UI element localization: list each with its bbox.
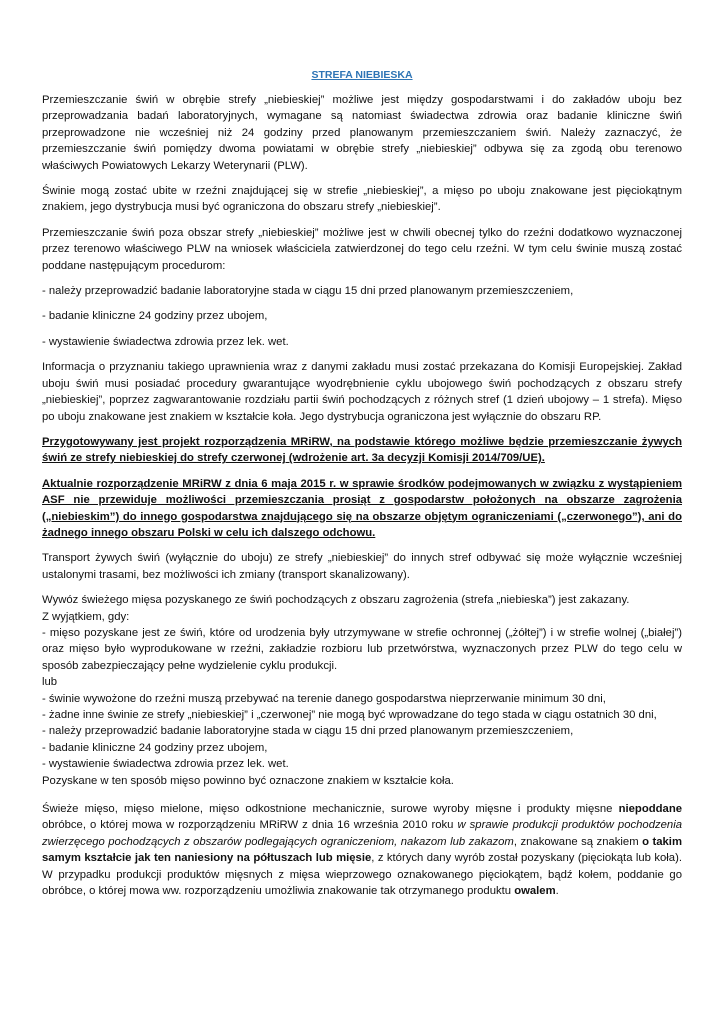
paragraph-3: Przemieszczanie świń poza obszar strefy „niebieskiej” możliwe jest w chwili obecnej tylko do rzeźni dodatkowo wyznaczonej przez terenowo właściwego PLW na wniosek właściciela zatwierdzonej do tego celu rzeźni. W tym celu świnie muszą zostać poddane następującym procedurom: — [42, 226, 682, 272]
paragraph-8-line: - wystawienie świadectwa zdrowia przez lek. wet. — [42, 758, 289, 771]
paragraph-1: Przemieszczanie świń w obrębie strefy „niebieskiej” możliwe jest między gospodarstwami i do zakładów uboju bez przeprowadzania badań laboratoryjnych, wymagane są natomiast świadectwa zdrowia oraz badanie kliniczne świń przeprowadzone nie wcześniej niż 24 godziny przed planowanym przemieszczaniem świń. Należy zaznaczyć, że przemieszczanie świń pomiędzy dwoma powiatami w obrębie strefy „niebieskiej” odbywa się za zgodą obu terenowo właściwych Powiatowych Lekarzy Weterynarii (PLW). — [42, 94, 682, 172]
paragraph-8-line: - należy przeprowadzić badanie laboratoryjne stada w ciągu 15 dni przed planowanym przemieszczeniem, — [42, 725, 574, 738]
paragraph-4: Informacja o przyznaniu takiego uprawnienia wraz z danymi zakładu musi zostać przekazana do Komisji Europejskiej. Zakład uboju świń musi posiadać procedury gwarantujące wyodrębnienie cyklu ubojowego świń pochodzących z obszaru strefy „niebieskiej”, poprzez zagwarantowanie rozdziału partii świń pochodzących z różnych stref (1 dzień ubojowy – 1 strefa). Mięso po uboju znakowane jest znakiem w kształcie koła. Jego dystrybucja ograniczona jest wyłącznie do obszaru RP. — [42, 361, 682, 423]
page-title: STREFA NIEBIESKA — [311, 69, 413, 81]
paragraph-5-bold-underlined: Przygotowywany jest projekt rozporządzenia MRiRW, na podstawie którego możliwe będzie przemieszczanie żywych świń ze strefy niebieskiej do strefy czerwonej (wdrożenie art. 3a decyzji Komisji 2014/709/UE). — [42, 435, 682, 465]
paragraph-8-line: - żadne inne świnie ze strefy „niebieskiej” i „czerwonej” nie mogą być wprowadzane do tego stada w ciągu ostatnich 30 dni, — [42, 709, 657, 721]
bold-run: owalem — [514, 885, 556, 898]
paragraph-8-line: Wywóz świeżego mięsa pozyskanego ze świń pochodzących z obszaru zagrożenia (strefa „niebieska”) jest zakazany. — [42, 594, 630, 607]
paragraph-8-line: Pozyskane w ten sposób mięso powinno być oznaczone znakiem w kształcie koła. — [42, 774, 454, 787]
paragraph-9 — [42, 801, 682, 899]
text-run: . — [555, 885, 559, 898]
bold-run: o takim samym kształcie jak ten naniesiony na półtuszach lub mięsie — [42, 835, 682, 865]
paragraph-8-line: - badanie kliniczne 24 godziny przez ubojem, — [42, 741, 268, 754]
text-run: , z których dany wyrób został pozyskany (pięciokąta lub koła). W przypadku produkcji produktów mięsnych z mięsa wieprzowego oznakowanego pięciokątem, bądź kołem, poddanie go obróbce, o której mowa ww. rozporządzeniu umożliwia znakowanie tak otrzymanego produktu — [42, 852, 682, 898]
list-item: - należy przeprowadzić badanie laboratoryjne stada w ciągu 15 dni przed planowanym przemieszczeniem, — [42, 285, 574, 298]
italic-run: w sprawie produkcji produktów pochodzenia zwierzęcego pochodzących z obszarów podlegających ograniczeniom, nakazom lub zakazom — [42, 819, 683, 848]
paragraph-8-line: - świnie wywożone do rzeźni muszą przebywać na terenie danego gospodarstwa nieprzerwanie minimum 30 dni, — [42, 692, 606, 705]
paragraph-2: Świnie mogą zostać ubite w rzeźni znajdującej się w strefie „niebieskiej”, a mięso po uboju znakowane jest pięciokątnym znakiem, jego dystrybucja musi być ograniczona do obszaru strefy „niebieskiej”. — [42, 185, 682, 214]
paragraph-6-bold-underlined: Aktualnie rozporządzenie MRiRW z dnia 6 maja 2015 r. w sprawie środków podejmowanych w związku z wystąpieniem ASF nie przewiduje możliwości przemieszczania prosiąt z gospodarstw położonych na obszarze zagrożenia („niebieskim”) do innego gospodarstwa znajdującego się na obszarze objętym ograniczeniami („czerwonego”), ani do żadnego innego obszaru Polski w celu ich dalszego odchowu. — [42, 477, 682, 539]
text-run: obróbce, o której mowa w rozporządzeniu MRiRW z dnia 16 września 2010 roku — [42, 819, 458, 832]
bold-run: niepoddane — [618, 803, 682, 816]
paragraph-8-line: - mięso pozyskane jest ze świń, które od urodzenia były utrzymywane w strefie ochronnej („żółtej”) i w strefie wolnej („białej”) oraz mięso było wyprodukowane w rzeźni, zakładzie rozbioru lub przetwórstwa, wyznaczonych przez PLW do tego celu w sposób zabezpieczający pełne wydzielenie cyklu produkcji. — [42, 626, 682, 672]
list-item: - badanie kliniczne 24 godziny przez ubojem, — [42, 310, 268, 323]
text-run: , znakowane są znakiem — [513, 835, 643, 848]
list-item: - wystawienie świadectwa zdrowia przez lek. wet. — [42, 335, 289, 348]
paragraph-7: Transport żywych świń (wyłącznie do uboju) ze strefy „niebieskiej” do innych stref odbywać się może wyłącznie wcześniej ustalonymi trasami, bez możliwości ich zmiany (transport skanalizowany). — [42, 552, 682, 581]
paragraph-8-line: Z wyjątkiem, gdy: — [42, 610, 130, 623]
paragraph-8-line: lub — [42, 676, 58, 689]
text-run: Świeże mięso, mięso mielone, mięso odkostnione mechanicznie, surowe wyroby mięsne i produkty mięsne — [42, 803, 619, 816]
